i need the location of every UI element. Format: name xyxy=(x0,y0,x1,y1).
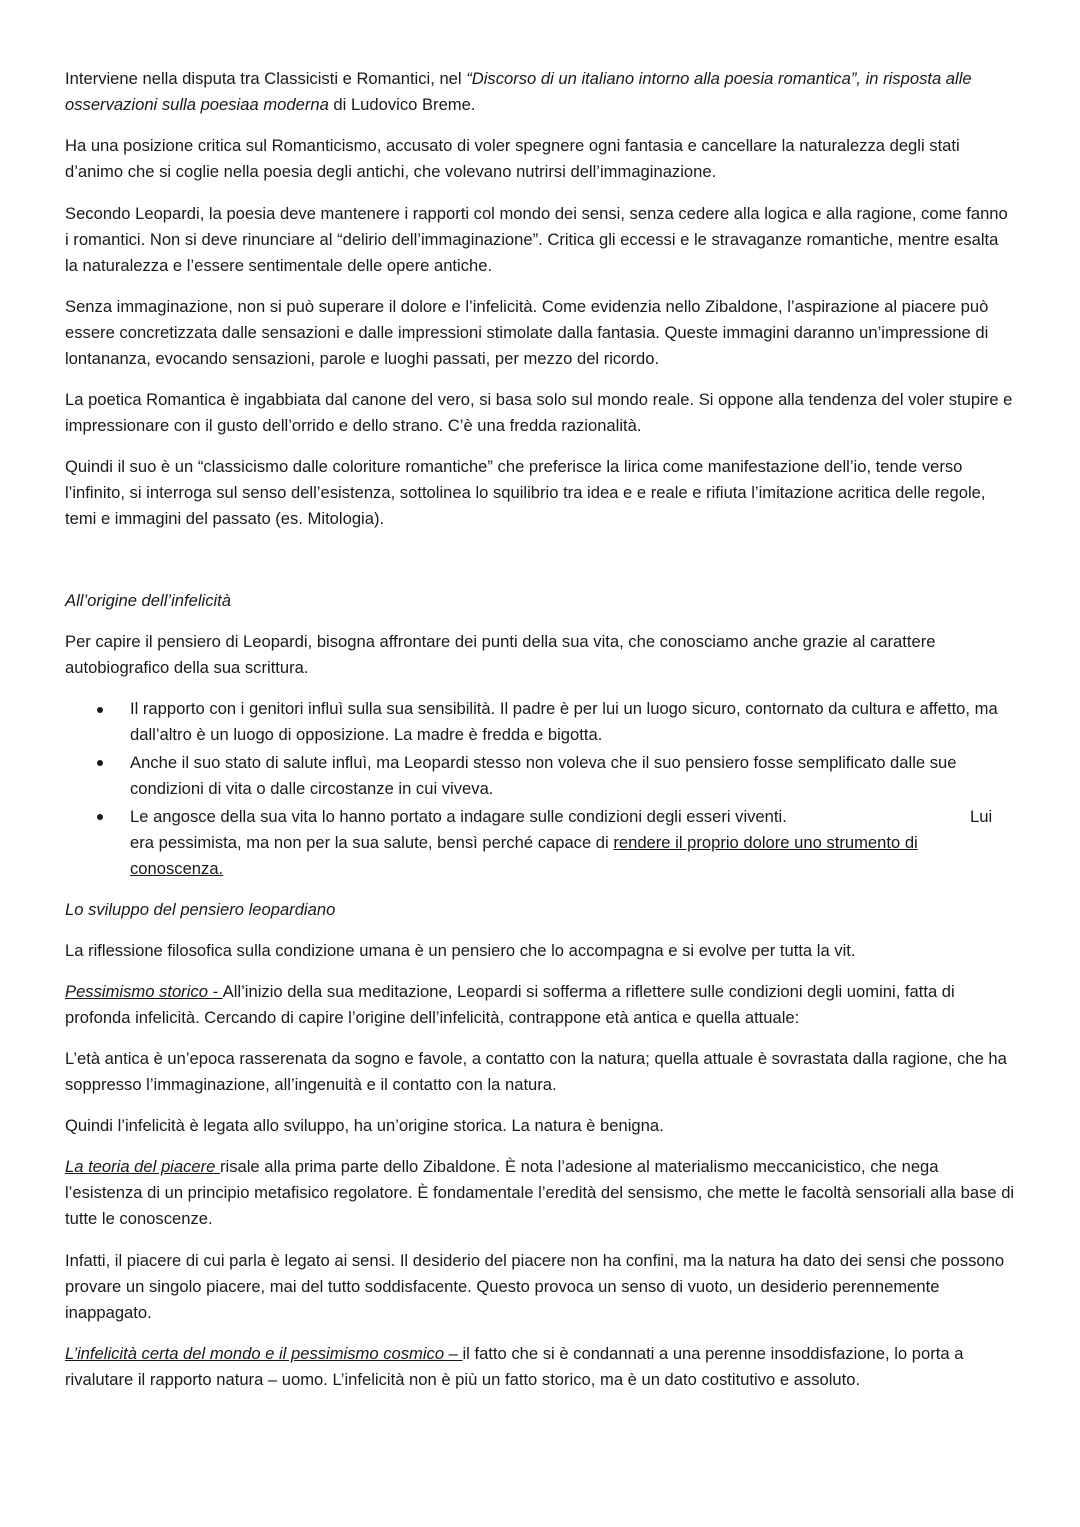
bullet-dot xyxy=(97,814,103,820)
paragraph-pessimismo-cosmico: L’infelicità certa del mondo e il pessimismo cosmico – il fatto che si è condannati a una perenne insoddisfazione, lo porta a rivalutare il rapporto natura – uomo. L’infelicità non è più un fatto storico, ma è un dato costitutivo e assoluto. xyxy=(65,1344,964,1389)
paragraph-critica: Ha una posizione critica sul Romanticismo, accusato di voler spegnere ogni fantasia e cancellare la naturalezza degli stati d’animo che si coglie nella poesia degli antichi, che volevano nutrirsi dell’immaginazione. xyxy=(65,136,960,181)
paragraph-pessimismo-storico: Pessimismo storico - All’inizio della sua meditazione, Leopardi si sofferma a riflettere sulle condizioni degli uomini, fatta di profonda infelicità. Cercando di capire l’origine dell’infelicità, contrappone età antica e quella attuale: xyxy=(65,982,955,1027)
list-item-angosce: Le angosce della sua vita lo hanno portato a indagare sulle condizioni degli esseri viventi. Lui era pessimista, ma non per la sua salute, bensì perché capace di rendere il proprio dolore uno strumento di conoscenza. xyxy=(130,807,993,878)
paragraph-sensi-piacere: Infatti, il piacere di cui parla è legato ai sensi. Il desiderio del piacere non ha confini, ma la natura ha dato dei sensi che possono provare un singolo piacere, mai del tutto soddisfacente. Questo provoca un senso di vuoto, un desiderio perennemente inappagato. xyxy=(65,1251,1005,1322)
paragraph-teoria-piacere: La teoria del piacere risale alla prima parte dello Zibaldone. È nota l’adesione al materialismo meccanicistico, che nega l’esistenza di un principio metafisico regolatore. È fondamentale l’eredità del sensismo, che mette le facoltà sensoriali alla base di tutte le conoscenze. xyxy=(65,1157,1015,1228)
paragraph-disputa: Interviene nella disputa tra Classicisti e Romantici, nel “Discorso di un italiano intorno alla poesia romantica”, in risposta alle osservazioni sulla poesiaa moderna di Ludovico Breme. xyxy=(65,69,972,114)
list-item-genitori: Il rapporto con i genitori influì sulla sua sensibilità. Il padre è per lui un luogo sicuro, contornato da cultura e affetto, ma dall’altro è un luogo di opposizione. La madre è fredda e bigotta. xyxy=(130,699,998,744)
paragraph-poetica-romantica: La poetica Romantica è ingabbiata dal canone del vero, si basa solo sul mondo reale. Si oppone alla tendenza del voler stupire e impressionare con il gusto dell’orrido e dello strano. C’è una fredda razionalità. xyxy=(65,390,1013,435)
bullet-dot xyxy=(97,760,103,766)
paragraph-classicismo: Quindi il suo è un “classicismo dalle coloriture romantiche” che preferisce la lirica come manifestazione dell’io, tende verso l’infinito, si interroga sul senso dell’esistenza, sottolinea lo squilibrio tra idea e e reale e rifiuta l’imitazione acritica delle regole, temi e immagini del passato (es. Mitologia). xyxy=(65,457,986,528)
paragraph-eta-antica: L’età antica è un’epoca rasserenata da sogno e favole, a contatto con la natura; quella attuale è sovrastata dalla ragione, che ha soppresso l’immaginazione, all’ingenuità e il contatto con la natura. xyxy=(65,1049,1007,1094)
heading-sviluppo-pensiero: Lo sviluppo del pensiero leopardiano xyxy=(65,900,336,919)
underlined-conoscenza: rendere il proprio dolore uno strumento di conoscenza. xyxy=(130,833,918,878)
paragraph-origine-storica: Quindi l’infelicità è legata allo sviluppo, ha un’origine storica. La natura è benigna. xyxy=(65,1116,664,1135)
term-teoria-piacere: La teoria del piacere xyxy=(65,1157,220,1176)
paragraph-vita: Per capire il pensiero di Leopardi, bisogna affrontare dei punti della sua vita, che conosciamo anche grazie al carattere autobiografico della sua scrittura. xyxy=(65,632,936,677)
heading-origine-infelicita: All’origine dell’infelicità xyxy=(65,591,232,610)
term-pessimismo-cosmico: L’infelicità certa del mondo e il pessimismo cosmico – xyxy=(65,1344,463,1363)
term-pessimismo-storico: Pessimismo storico - xyxy=(65,982,223,1001)
paragraph-immaginazione: Senza immaginazione, non si può superare il dolore e l’infelicità. Come evidenzia nello Zibaldone, l’aspirazione al piacere può essere concretizzata dalle sensazioni e dalle impressioni stimolate dalla fantasia. Queste immagini daranno un’impressione di lontananza, evocando sensazioni, parole e luoghi passati, per mezzo del ricordo. xyxy=(65,297,989,368)
list-item-salute: Anche il suo stato di salute influì, ma Leopardi stesso non voleva che il suo pensiero fosse semplificato dalle sue condizioni di vita o dalle circostanze in cui viveva. xyxy=(130,753,957,798)
discorso-title: “Discorso di un italiano intorno alla poesia romantica”, in risposta alle osservazioni sulla poesiaa moderna xyxy=(65,69,972,114)
paragraph-sensi: Secondo Leopardi, la poesia deve mantenere i rapporti col mondo dei sensi, senza cedere alla logica e alla ragione, come fanno i romantici. Non si deve rinunciare al “delirio dell’immaginazione”. Critica gli eccessi e le stravaganze romantiche, mentre esalta la naturalezza e l’essere sentimentale delle opere antiche. xyxy=(65,204,1008,275)
paragraph-riflessione: La riflessione filosofica sulla condizione umana è un pensiero che lo accompagna e si evolve per tutta la vit. xyxy=(65,941,856,960)
bullet-dot xyxy=(97,707,103,713)
